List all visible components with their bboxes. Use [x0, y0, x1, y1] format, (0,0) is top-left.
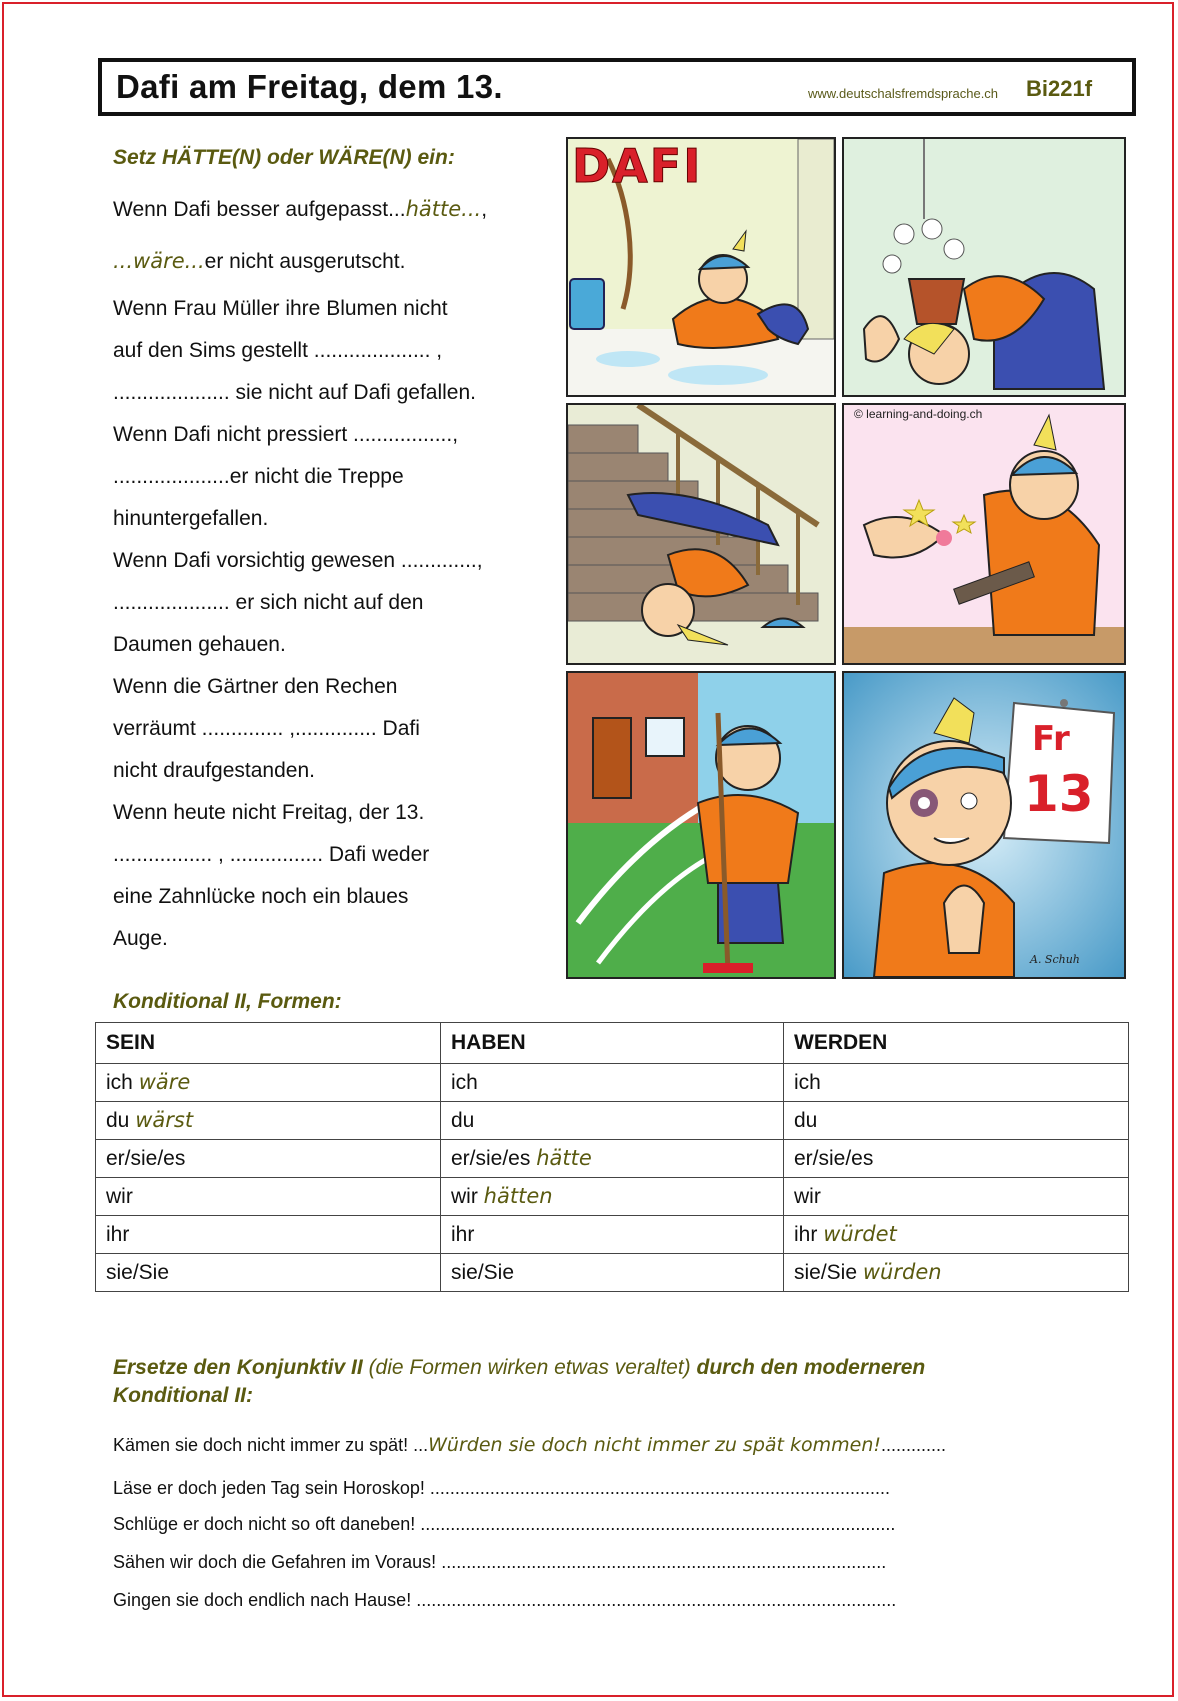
filled-answer: ...wäre...: [113, 249, 205, 273]
table-cell: [441, 1064, 784, 1102]
pronoun: wir: [451, 1185, 478, 1208]
stairs-fall-illustration: [568, 405, 834, 663]
line-text: ................. , ................ Dafi weder: [113, 843, 430, 866]
sentence-konjunktiv: Gingen sie doch endlich nach Hause!: [113, 1590, 412, 1610]
table-row: [96, 1140, 1129, 1178]
table-cell: [96, 1254, 441, 1292]
exercise1-line: [113, 196, 487, 223]
sentence-konjunktiv: Sähen wir doch die Gefahren im Voraus!: [113, 1552, 437, 1572]
comic-panel-2: [842, 137, 1126, 397]
pronoun: er/sie/es: [451, 1147, 531, 1170]
exercise2-line: [113, 1590, 1048, 1611]
exercise1-line: [113, 464, 404, 490]
table-cell: [784, 1216, 1129, 1254]
comic-strip: [566, 137, 1126, 979]
table-row: [96, 1102, 1129, 1140]
exercise2-heading-part3: Konditional II:: [113, 1384, 253, 1407]
table-cell: [96, 1064, 441, 1102]
pronoun: wir: [794, 1184, 821, 1208]
pronoun: ihr: [106, 1222, 130, 1246]
calendar-number: 13: [1024, 765, 1094, 823]
page-title: Dafi am Freitag, dem 13.: [116, 68, 503, 105]
table-cell: [441, 1254, 784, 1292]
comic-panel-1: [566, 137, 836, 397]
pronoun: ich: [106, 1071, 133, 1094]
line-text: ....................er nicht die Treppe: [113, 465, 404, 488]
pronoun: ihr: [451, 1222, 475, 1246]
verb-form-answer: würden: [862, 1260, 942, 1284]
dafi-logo: DAFI: [572, 139, 703, 193]
verb-form-answer: hätte: [536, 1146, 592, 1170]
line-text: auf den Sims gestellt .................... ,: [113, 339, 443, 362]
line-text: Wenn Dafi nicht pressiert .................,: [113, 423, 459, 446]
pronoun: ich: [451, 1070, 478, 1094]
line-text: hinuntergefallen.: [113, 507, 269, 530]
exercise1-line: [113, 674, 397, 700]
sentence-konjunktiv: Schlüge er doch nicht so oft daneben!: [113, 1514, 416, 1534]
line-text: .................... sie nicht auf Dafi gefallen.: [113, 381, 476, 404]
answer-blank: ...............................................................................................: [420, 1514, 896, 1534]
pronoun: er/sie/es: [106, 1146, 186, 1170]
verb-form-answer: würdet: [823, 1222, 897, 1246]
exercise1-line: [113, 758, 315, 784]
column-header-werden: WERDEN: [784, 1023, 1129, 1064]
verb-form-answer: wärst: [135, 1108, 194, 1132]
table-row: [96, 1216, 1129, 1254]
exercise2-line: [113, 1552, 1048, 1573]
exercise2-heading: [113, 1354, 1073, 1410]
filled-answer: hätte...: [405, 197, 482, 221]
answer-blank: ............................................................................................: [429, 1478, 890, 1498]
filled-answer: Würden sie doch nicht immer zu spät kommen!: [428, 1434, 882, 1456]
line-text: Auge.: [113, 927, 168, 950]
exercise1-line: [113, 338, 442, 364]
exercise1-line: [113, 842, 429, 868]
exercise1-line: [113, 884, 408, 910]
exercise1-line: [113, 506, 268, 532]
worksheet-header: [98, 58, 1136, 116]
exercise1-line: [113, 716, 420, 742]
calendar-day: Fr: [1032, 719, 1070, 759]
conjugation-table: [95, 1022, 1129, 1292]
exercise2-line: [113, 1434, 1048, 1456]
pronoun: sie/Sie: [451, 1260, 515, 1284]
line-text: Wenn Dafi vorsichtig gewesen .............,: [113, 549, 483, 572]
sentence-konjunktiv: Läse er doch jeden Tag sein Horoskop!: [113, 1478, 425, 1498]
column-header-sein: SEIN: [96, 1023, 441, 1064]
table-cell: [784, 1102, 1129, 1140]
pronoun: du: [451, 1108, 475, 1132]
comic-panel-6: [842, 671, 1126, 979]
exercise1-line: [113, 632, 286, 658]
pronoun: du: [794, 1108, 818, 1132]
table-cell: [784, 1064, 1129, 1102]
verb-form-answer: wäre: [138, 1070, 191, 1094]
line-text: Wenn Dafi besser aufgepasst...: [113, 198, 406, 221]
answer-blank: ................................................................................................: [416, 1590, 897, 1610]
table-cell: [96, 1140, 441, 1178]
exercise2-line: [113, 1478, 1048, 1499]
copyright-credit: © learning-and-doing.ch: [854, 407, 983, 421]
table-cell: [784, 1178, 1129, 1216]
pronoun: er/sie/es: [794, 1146, 874, 1170]
exercise1-line: [113, 380, 476, 406]
table-cell: [441, 1216, 784, 1254]
sentence-konjunktiv: Kämen sie doch nicht immer zu spät! ...: [113, 1435, 429, 1455]
table-cell: [441, 1140, 784, 1178]
line-text: Daumen gehauen.: [113, 633, 286, 656]
comic-panel-3: [566, 403, 836, 665]
exercise1-line: [113, 548, 483, 574]
source-url[interactable]: www.deutschalsfremdsprache.ch: [808, 86, 999, 101]
worksheet-code: Bi221f: [1026, 76, 1093, 101]
exercise2-line: [113, 1514, 1048, 1535]
exercise2-heading-part1: Ersetze den Konjunktiv II: [113, 1356, 363, 1379]
table-row: [96, 1254, 1129, 1292]
exercise1-line: [113, 926, 168, 952]
line-text: Wenn Frau Müller ihre Blumen nicht: [113, 297, 448, 320]
answer-blank: .............: [881, 1435, 947, 1455]
table-cell: [96, 1178, 441, 1216]
exercise1-line: [113, 800, 424, 826]
exercise2-heading-note: (die Formen wirken etwas veraltet): [368, 1356, 691, 1379]
comic-panel-4: [842, 403, 1126, 665]
table-cell: [784, 1140, 1129, 1178]
line-text: nicht draufgestanden.: [113, 759, 315, 782]
line-text: Wenn die Gärtner den Rechen: [113, 675, 398, 698]
pronoun: wir: [106, 1184, 133, 1208]
line-text-end: er nicht ausgerutscht.: [204, 250, 406, 273]
forms-heading: Konditional II, Formen:: [113, 990, 342, 1013]
table-cell: [784, 1254, 1129, 1292]
line-text-end: ,: [481, 198, 488, 221]
table-cell: [96, 1102, 441, 1140]
table-cell: [441, 1178, 784, 1216]
column-header-haben: HABEN: [441, 1023, 784, 1064]
exercise1-line: [113, 422, 458, 448]
verb-form-answer: hätten: [483, 1184, 553, 1208]
hammer-thumb-illustration: [844, 405, 1124, 663]
exercise1-line: [113, 590, 423, 616]
black-eye-illustration: [844, 673, 1124, 977]
exercise1-heading: Setz HÄTTE(N) oder WÄRE(N) ein:: [113, 146, 455, 169]
pronoun: ich: [794, 1070, 821, 1094]
rake-step-illustration: [568, 673, 834, 977]
table-header-row: [96, 1023, 1129, 1064]
exercise1-line: [113, 248, 405, 275]
falling-flowerpot-illustration: [844, 139, 1124, 395]
pronoun: ihr: [794, 1223, 818, 1246]
line-text: verräumt .............. ,.............. Dafi: [113, 717, 420, 740]
line-text: Wenn heute nicht Freitag, der 13.: [113, 801, 425, 824]
table-cell: [96, 1216, 441, 1254]
artist-signature: A. Schuh: [1030, 953, 1080, 966]
exercise2-heading-part2: durch den moderneren: [696, 1356, 926, 1379]
pronoun: du: [106, 1109, 130, 1132]
line-text: eine Zahnlücke noch ein blaues: [113, 885, 409, 908]
pronoun: sie/Sie: [106, 1260, 170, 1284]
pronoun: sie/Sie: [794, 1261, 858, 1284]
answer-blank: .........................................................................................: [441, 1552, 887, 1572]
table-cell: [441, 1102, 784, 1140]
table-row: [96, 1064, 1129, 1102]
exercise1-line: [113, 296, 448, 322]
line-text: .................... er sich nicht auf den: [113, 591, 424, 614]
table-row: [96, 1178, 1129, 1216]
comic-panel-5: [566, 671, 836, 979]
